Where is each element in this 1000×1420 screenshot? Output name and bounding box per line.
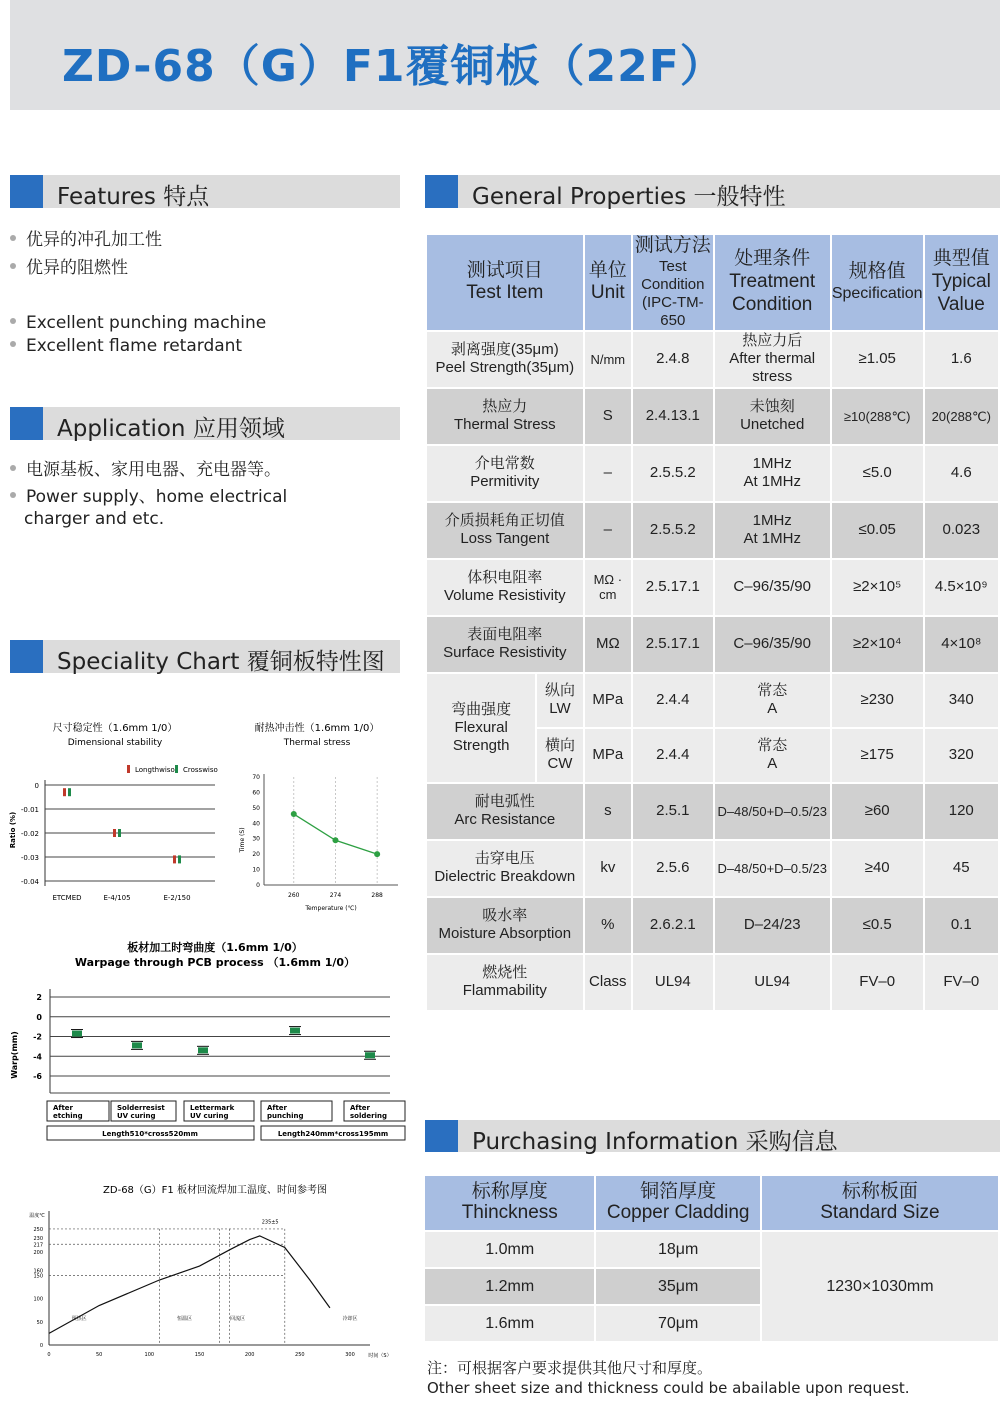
warp-data-point — [290, 1028, 300, 1034]
row-item: 燃烧性 Flammability — [427, 955, 583, 1010]
dim-chart-axis — [9, 780, 215, 902]
header-size: 标称板面 Standard Size — [762, 1176, 998, 1230]
dim-y-tick-label: -0.01 — [20, 806, 39, 814]
header-typical-value: 典型值 Typical Value — [925, 235, 998, 330]
reflow-y-tick-label: 160 — [33, 1268, 43, 1275]
thermal-y-tick-label: 60 — [252, 789, 260, 797]
row-item: 介电常数 Permitivity — [427, 446, 583, 501]
thermal-y-tick-label: 20 — [252, 851, 260, 859]
warp-category-label: After — [350, 1104, 371, 1112]
reflow-y-tick-label: 50 — [36, 1319, 43, 1326]
reflow-y-tick-label: 200 — [33, 1250, 43, 1257]
row-condition: 1MHz At 1MHz — [715, 446, 830, 501]
feature-en-1: Excellent punching machine — [10, 313, 266, 333]
reflow-x-axis-label: 时间（S） — [368, 1353, 392, 1359]
warp-y-tick-label: -6 — [33, 1072, 42, 1081]
header-unit: 单位 Unit — [585, 235, 631, 330]
row-unit: – — [585, 503, 631, 558]
copper-cell: 35μm — [596, 1269, 759, 1304]
row-unit: kv — [585, 841, 631, 896]
table-row — [427, 503, 998, 558]
note-cn: 注：可根据客户要求提供其他尺寸和厚度。 — [427, 1359, 713, 1377]
reflow-y-tick-label: 217 — [33, 1242, 43, 1249]
table-row — [427, 841, 998, 896]
table-row — [427, 446, 998, 501]
thermal-data-point — [374, 851, 380, 857]
row-typical: FV–0 — [925, 955, 998, 1010]
thermal-y-tick-label: 50 — [252, 804, 260, 812]
thickness-cell: 1.6mm — [425, 1306, 594, 1341]
general-heading: General Properties 一般特性 — [472, 184, 786, 210]
table-row — [427, 617, 998, 672]
table-row — [427, 389, 998, 444]
row-spec: ≤0.5 — [832, 898, 923, 953]
thermal-y-tick-label: 0 — [256, 882, 260, 889]
thermal-stress-chart — [232, 715, 402, 915]
row-spec: ≤0.05 — [832, 503, 923, 558]
thermal-x-tick-label: 274 — [329, 892, 342, 899]
bullet-icon — [10, 465, 16, 471]
reflow-y-tick-label: 150 — [33, 1273, 43, 1280]
row-typical: 45 — [925, 841, 998, 896]
warp-category-label: UV curing — [117, 1112, 156, 1120]
row-spec: FV–0 — [832, 955, 923, 1010]
row-method: 2.5.1 — [633, 784, 713, 839]
warp-category-label: etching — [53, 1112, 83, 1120]
reflow-zone-label: 预热区 — [71, 1316, 87, 1322]
note-en: Other sheet size and thickness could be abailable upon request. — [427, 1379, 910, 1397]
dim-legend-swatch — [127, 765, 130, 773]
dim-data-point — [178, 855, 181, 863]
row-spec: ≥10(288℃) — [832, 389, 923, 444]
warp-chart-title: 板材加工时弯曲度（1.6mm 1/0） — [127, 941, 303, 954]
row-subitem-cw: 横向 CW — [537, 729, 582, 782]
thermal-y-tick-label: 30 — [252, 835, 260, 843]
row-condition: C–96/35/90 — [715, 617, 830, 672]
thermal-chart-subtitle: Thermal stress — [283, 738, 351, 748]
reflow-y-tick-label: 100 — [33, 1296, 43, 1303]
feature-cn-1: 优异的冲孔加工性 — [10, 225, 162, 250]
warp-y-tick-label: -2 — [33, 1032, 42, 1042]
reflow-x-tick-label: 150 — [194, 1352, 205, 1358]
warp-group-label: Length510*cross520mm — [102, 1130, 198, 1138]
thermal-chart-title: 耐热冲击性（1.6mm 1/0） — [254, 723, 380, 734]
thickness-cell: 1.2mm — [425, 1269, 594, 1304]
row-unit: – — [585, 446, 631, 501]
warp-chart-points — [71, 1027, 376, 1060]
row-method: 2.5.17.1 — [633, 560, 713, 615]
warp-category-label: UV curing — [190, 1112, 229, 1120]
application-cn: 电源基板、家用电器、充电器等。 — [10, 455, 281, 480]
table-row — [427, 898, 998, 953]
row-method: 2.5.17.1 — [633, 617, 713, 672]
table-row — [425, 1232, 998, 1267]
row-typical: 320 — [925, 729, 998, 782]
thermal-y-tick-label: 70 — [252, 774, 260, 781]
reflow-chart-title: ZD-68（G）F1 板材回流焊加工温度、时间参考图 — [103, 1185, 327, 1196]
row-unit: MPa — [585, 729, 631, 782]
dim-x-tick-label: ETCMED — [52, 894, 82, 902]
row-unit: MΩ — [585, 617, 631, 672]
table-row — [427, 955, 998, 1010]
row-item: 体积电阻率 Volume Resistivity — [427, 560, 583, 615]
header-specification: 规格值 Specification — [832, 235, 923, 330]
row-item: 剥离强度(35μm) Peel Strength(35μm) — [427, 332, 583, 387]
reflow-zone-label: 回流区 — [230, 1316, 246, 1322]
row-method: 2.5.5.2 — [633, 503, 713, 558]
general-heading-bar — [425, 175, 1000, 208]
reflow-x-tick-label: 0 — [47, 1352, 51, 1358]
row-method: 2.4.4 — [633, 729, 713, 782]
row-spec: ≥175 — [832, 729, 923, 782]
warp-data-point — [132, 1042, 142, 1048]
row-typical: 4.6 — [925, 446, 998, 501]
dim-y-tick-label: -0.03 — [20, 854, 39, 862]
table-header-row — [427, 235, 998, 330]
reflow-chart — [5, 1175, 405, 1370]
reflow-zone-label: 恒温区 — [176, 1316, 192, 1322]
purchasing-header-row — [425, 1176, 998, 1230]
header-treatment-condition: 处理条件 Treatment Condition — [715, 235, 830, 330]
reflow-y-tick-label: 250 — [33, 1226, 43, 1233]
row-unit: S — [585, 389, 631, 444]
thermal-y-axis-label: Time (S) — [239, 827, 246, 853]
dim-chart-title: 尺寸稳定性（1.6mm 1/0） — [52, 723, 178, 734]
row-method: 2.5.5.2 — [633, 446, 713, 501]
table-row — [427, 560, 998, 615]
section-marker — [425, 1120, 458, 1152]
row-unit: % — [585, 898, 631, 953]
dim-y-tick-label: -0.02 — [20, 830, 39, 838]
row-condition: D–48/50+D–0.5/23 — [715, 784, 830, 839]
general-properties-table — [425, 233, 1000, 1012]
dim-data-point — [63, 788, 66, 796]
size-cell: 1230×1030mm — [762, 1232, 998, 1341]
feature-en-2: Excellent flame retardant — [10, 336, 242, 356]
warp-y-tick-label: -4 — [33, 1052, 42, 1062]
reflow-y-tick-label: 0 — [39, 1343, 43, 1349]
thermal-y-tick-label: 40 — [252, 820, 260, 828]
row-typical: 0.1 — [925, 898, 998, 953]
header-thickness: 标称厚度 Thinckness — [425, 1176, 594, 1230]
header-test-item: 测试项目 Test Item — [427, 235, 583, 330]
reflow-x-tick-label: 100 — [144, 1352, 155, 1358]
row-method: 2.5.6 — [633, 841, 713, 896]
header-copper: 铜箔厚度 Copper Cladding — [596, 1176, 759, 1230]
row-typical: 340 — [925, 674, 998, 727]
warp-y-axis-label: Warp(mm) — [10, 1031, 19, 1079]
table-row — [427, 784, 998, 839]
bullet-icon — [10, 492, 16, 498]
table-row-flexural-lw — [427, 674, 998, 727]
bullet-icon — [10, 263, 16, 269]
dim-legend-label: Crosswiso — [183, 766, 218, 774]
warp-data-point — [365, 1052, 375, 1058]
row-subitem-lw: 纵向 LW — [537, 674, 582, 727]
row-method: 2.4.4 — [633, 674, 713, 727]
reflow-y-tick-label: 230 — [33, 1236, 43, 1243]
purchasing-heading-bar — [425, 1120, 1000, 1155]
dim-x-tick-label: E-2/150 — [163, 894, 191, 902]
row-spec: ≥1.05 — [832, 332, 923, 387]
application-heading-bar — [10, 407, 400, 440]
header-test-method: 测试方法 Test Condition (IPC-TM-650 — [634, 235, 711, 329]
thickness-cell: 1.0mm — [425, 1232, 594, 1267]
section-marker — [10, 640, 43, 673]
dim-y-tick-label: 0 — [34, 782, 39, 790]
row-spec: ≥230 — [832, 674, 923, 727]
row-typical: 20(288℃) — [925, 389, 998, 444]
row-unit: MΩ · cm — [585, 560, 631, 615]
dim-x-tick-label: E-4/105 — [103, 894, 131, 902]
reflow-peak-label: 235±5 — [261, 1219, 279, 1226]
reflow-x-tick-label: 300 — [345, 1352, 355, 1358]
warp-group-label: Length240mm*cross195mm — [277, 1130, 389, 1138]
row-condition: 常态 A — [715, 729, 830, 782]
thermal-x-axis-label: Temperature (℃) — [305, 905, 357, 912]
reflow-x-tick-label: 50 — [95, 1352, 103, 1358]
bullet-icon — [10, 318, 16, 324]
warpage-chart — [5, 935, 410, 1150]
row-typical: 0.023 — [925, 503, 998, 558]
row-typical: 1.6 — [925, 332, 998, 387]
thermal-data-point — [291, 811, 297, 817]
page-title: ZD-68（G）F1覆铜板（22F） — [62, 41, 725, 92]
feature-cn-2: 优异的阻燃性 — [10, 253, 128, 278]
dim-data-point — [173, 855, 176, 863]
row-item-flexural: 弯曲强度 Flexural Strength — [427, 674, 535, 782]
row-method: 2.6.2.1 — [633, 898, 713, 953]
warp-y-tick-label: 2 — [36, 993, 42, 1002]
features-heading: Features 特点 — [57, 184, 210, 210]
row-method: 2.4.13.1 — [633, 389, 713, 444]
bullet-icon — [10, 235, 16, 241]
row-method: 2.4.8 — [633, 332, 713, 387]
reflow-zone-label: 冷却区 — [342, 1316, 358, 1322]
features-heading-bar — [10, 175, 400, 208]
speciality-heading-bar — [10, 640, 400, 673]
reflow-x-tick-label: 250 — [295, 1352, 305, 1358]
row-condition: 常态 A — [715, 674, 830, 727]
section-marker — [10, 175, 43, 208]
copper-cell: 70μm — [596, 1306, 759, 1341]
row-condition: 热应力后 After thermal stress — [715, 332, 830, 387]
row-condition: UL94 — [715, 955, 830, 1010]
row-typical: 120 — [925, 784, 998, 839]
row-method: UL94 — [633, 955, 713, 1010]
reflow-y-axis-label: 温度℃ — [29, 1213, 45, 1219]
dim-y-tick-label: -0.04 — [20, 878, 39, 886]
row-item: 耐电弧性 Arc Resistance — [427, 784, 583, 839]
dim-data-point — [68, 788, 71, 796]
application-en-2: charger and etc. — [24, 509, 165, 529]
row-condition: D–24/23 — [715, 898, 830, 953]
row-unit: MPa — [585, 674, 631, 727]
row-unit: N/mm — [585, 332, 631, 387]
row-item: 热应力 Thermal Stress — [427, 389, 583, 444]
row-unit: Class — [585, 955, 631, 1010]
purchasing-heading: Purchasing Information 采购信息 — [472, 1129, 838, 1155]
section-marker — [10, 407, 43, 440]
row-item: 介质损耗角正切值 Loss Tangent — [427, 503, 583, 558]
application-en-1: Power supply、home electrical — [10, 482, 287, 507]
bullet-icon — [10, 341, 16, 347]
row-typical: 4×10⁸ — [925, 617, 998, 672]
row-item: 吸水率 Moisture Absorption — [427, 898, 583, 953]
row-item: 表面电阻率 Surface Resistivity — [427, 617, 583, 672]
dim-chart-points — [63, 788, 181, 863]
row-spec: ≥2×10⁴ — [832, 617, 923, 672]
copper-cell: 18μm — [596, 1232, 759, 1267]
warp-data-point — [72, 1031, 82, 1037]
table-row — [427, 332, 998, 387]
dim-data-point — [113, 829, 116, 837]
reflow-chart-axis — [29, 1211, 391, 1359]
dim-data-point — [118, 829, 121, 837]
row-spec: ≥40 — [832, 841, 923, 896]
reflow-x-tick-label: 200 — [244, 1352, 255, 1358]
dim-chart-subtitle: Dimensional stability — [67, 738, 163, 748]
row-spec: ≤5.0 — [832, 446, 923, 501]
warp-category-label: soldering — [350, 1112, 387, 1120]
row-spec: ≥2×10⁵ — [832, 560, 923, 615]
warp-category-label: After — [53, 1104, 74, 1112]
row-typical: 4.5×10⁹ — [925, 560, 998, 615]
warp-chart-axis — [10, 989, 390, 1093]
warp-category-label: Solderresist — [117, 1104, 165, 1112]
thermal-y-tick-label: 10 — [252, 866, 260, 874]
thermal-data-point — [332, 837, 338, 843]
row-condition: 1MHz At 1MHz — [715, 503, 830, 558]
row-condition: C–96/35/90 — [715, 560, 830, 615]
warp-category-label: punching — [267, 1112, 304, 1120]
application-heading: Application 应用领域 — [57, 416, 285, 442]
thermal-chart-axis — [239, 774, 398, 912]
warp-category-label: Lettermark — [190, 1104, 235, 1112]
row-unit: s — [585, 784, 631, 839]
dim-legend-swatch — [175, 765, 178, 773]
warp-data-point — [198, 1047, 208, 1053]
section-marker — [425, 175, 458, 208]
dim-y-axis-label: Ratio (%) — [9, 811, 17, 849]
dimensional-stability-chart — [5, 715, 230, 910]
warp-chart-categories — [47, 1101, 405, 1140]
row-condition: 未蚀刻 Unetched — [715, 389, 830, 444]
dim-legend-label: Longthwiso — [135, 766, 175, 774]
thermal-x-tick-label: 260 — [288, 892, 300, 899]
warp-category-label: After — [267, 1104, 288, 1112]
purchasing-table — [423, 1174, 1000, 1343]
warp-y-tick-label: 0 — [36, 1012, 42, 1022]
warp-chart-subtitle: Warpage through PCB process （1.6mm 1/0） — [74, 956, 356, 969]
dim-chart-legend — [127, 765, 218, 774]
row-item: 击穿电压 Dielectric Breakdown — [427, 841, 583, 896]
row-spec: ≥60 — [832, 784, 923, 839]
thermal-x-tick-label: 288 — [371, 892, 383, 899]
row-condition: D–48/50+D–0.5/23 — [715, 841, 830, 896]
speciality-heading: Speciality Chart 覆铜板特性图 — [57, 649, 385, 675]
